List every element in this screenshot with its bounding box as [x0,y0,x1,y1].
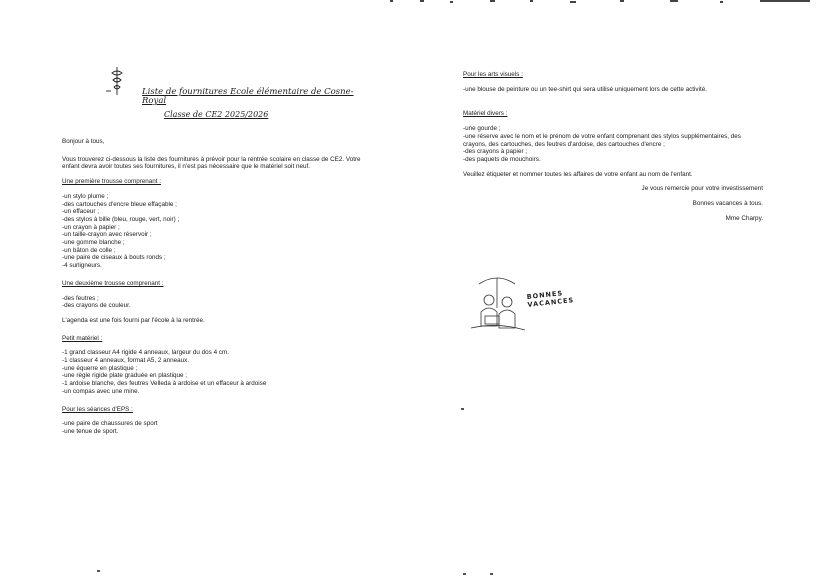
section-trousse-2-list [62,295,368,310]
list-item: -un bâton de colle ; [62,246,116,254]
vacation-drawing [467,268,585,332]
list-item: -une réserve avec le nom et le prénom de votre enfant comprenant des stylos supplémentaires, des crayons, des cartouches, des feutres d'ardoise, des cartouches d'encre ; [463,132,741,148]
section-divers-title: Matériel divers : [463,110,508,118]
list-item: -des paquets de mouchoirs. [463,155,541,163]
list-item: -une règle rigide plate graduée en plastique ; [62,372,187,380]
teacher-signature: Mme Charpy. [725,214,763,222]
page-title: Liste de fournitures Ecole élémentaire de Cosne-Royal [142,87,354,106]
intro-paragraph: Vous trouverez ci-dessous la liste des fournitures à prévoir pour la rentrée scolaire en classe de CE2. Votre enfant devra avoir toutes ses fournitures, il n'est pas nécessaire que le matériel soit neuf. [62,155,361,171]
regards-line: Bonnes vacances à tous. [692,200,763,208]
list-item: -des cartouches d'encre bleue effaçable ; [62,200,177,208]
list-item: -un crayon à papier ; [62,223,120,231]
section-trousse-1-list [62,193,368,270]
section-petit-materiel-title: Petit matériel : [62,334,103,342]
section-petit-materiel-list [62,349,368,395]
scan-dot [461,408,464,410]
list-item: -une paire de ciseaux à bouts ronds ; [62,254,166,262]
scan-edge-artifacts [380,0,819,5]
list-item: -une gourde ; [463,125,501,133]
list-item: -des crayons à papier ; [463,148,528,156]
list-item: -des stylos à bille (bleu, rouge, vert, noir) ; [62,215,180,223]
agenda-note: L'agenda est une fois fourni par l'école à la rentrée. [62,316,205,324]
school-crest-icon [104,65,130,99]
scan-dot [490,573,493,575]
list-item: -des feutres ; [62,294,99,302]
list-item: -des crayons de couleur. [62,302,131,310]
list-item: -4 surligneurs. [62,262,102,270]
greeting: Bonjour à tous, [62,138,105,145]
list-item: -1 classeur 4 anneaux, format A5, 2 anneaux. [62,357,190,365]
list-item: -1 ardoise blanche, des feutres Velleda à ardoise et un effaceur à ardoise [62,380,267,388]
list-item: -une gomme blanche ; [62,239,125,247]
list-item: -une équerre en plastique ; [62,364,138,372]
class-subtitle: Classe de CE2 2025/2026 [164,110,269,119]
list-item: -un effaceur ; [62,208,99,216]
drawing-caption: BONNES VACANCES [526,289,575,309]
list-item: -une paire de chaussures de sport [62,420,158,428]
section-eps-list [62,420,368,435]
thanks-line: Je vous remercie pour votre investissement [641,185,763,193]
list-item: -1 grand classeur A4 rigide 4 anneaux, largeur du dos 4 cm. [62,349,229,357]
list-item: -un compas avec une mine. [62,387,140,395]
labeling-note: Veuillez étiqueter et nommer toutes les affaires de votre enfant au nom de l'enfant. [463,170,693,178]
list-item: -une tenue de sport. [62,427,119,435]
right-column [463,71,763,222]
section-arts-title: Pour les arts visuels : [463,71,523,78]
section-eps-title: Pour les séances d'EPS : [62,405,133,413]
section-trousse-1-title: Une première trousse comprenant : [62,178,162,186]
list-item: -un taille-crayon avec réservoir ; [62,231,152,239]
scan-dot [463,573,466,575]
list-item: -un stylo plume ; [62,192,109,200]
scan-dot [97,570,100,572]
section-trousse-2-title: Une deuxième trousse comprenant : [62,279,164,287]
left-column [62,138,368,436]
section-arts-text: -une blouse de peinture ou un tee-shirt qui sera utilisé uniquement lors de cette activité. [463,85,707,93]
section-divers-list [463,125,763,164]
